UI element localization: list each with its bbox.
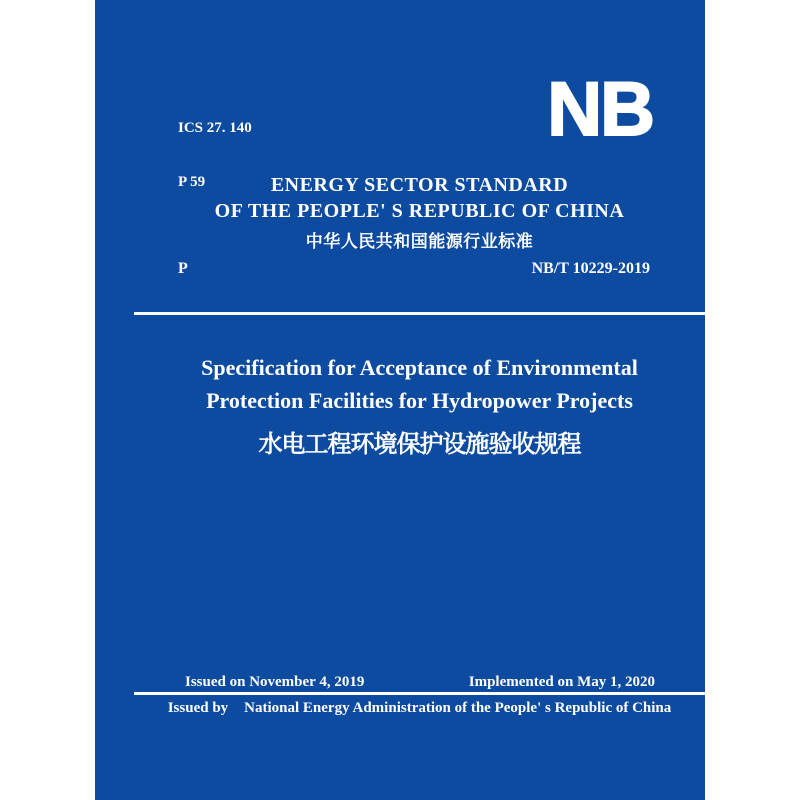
dates-row: [185, 674, 655, 691]
code-row: [178, 260, 650, 278]
cover-content: [134, 0, 705, 800]
nb-logo: NB: [547, 67, 653, 152]
standard-type-en-line2: OF THE PEOPLE' S REPUBLIC OF CHINA: [214, 200, 625, 222]
ics-code: ICS 27. 140: [178, 120, 252, 136]
issuer-row: [134, 700, 705, 717]
standard-number: NB/T 10229-2019: [531, 260, 650, 277]
issued-date: Issued on November 4, 2019: [185, 674, 365, 690]
standard-cover: [95, 0, 705, 800]
footer-divider-line: [134, 692, 705, 695]
standard-type-cn: 中华人民共和国能源行业标准: [305, 232, 534, 251]
title-en-line2: Protection Facilities for Hydropower Projects: [206, 388, 633, 413]
title-en-line1: Specification for Acceptance of Environmental: [201, 355, 638, 380]
standard-type-en-line1: ENERGY SECTOR STANDARD: [270, 174, 569, 196]
classification-code: P 59: [178, 174, 206, 190]
doc-class-letter: P: [178, 260, 188, 277]
header-divider-line: [134, 312, 705, 315]
issued-by-value: National Energy Administration of the People' s Republic of China: [244, 700, 672, 716]
title-cn: 水电工程环境保护设施验收规程: [258, 431, 581, 458]
issued-by-label: Issued by: [167, 700, 229, 716]
implemented-date: Implemented on May 1, 2020: [468, 674, 655, 690]
